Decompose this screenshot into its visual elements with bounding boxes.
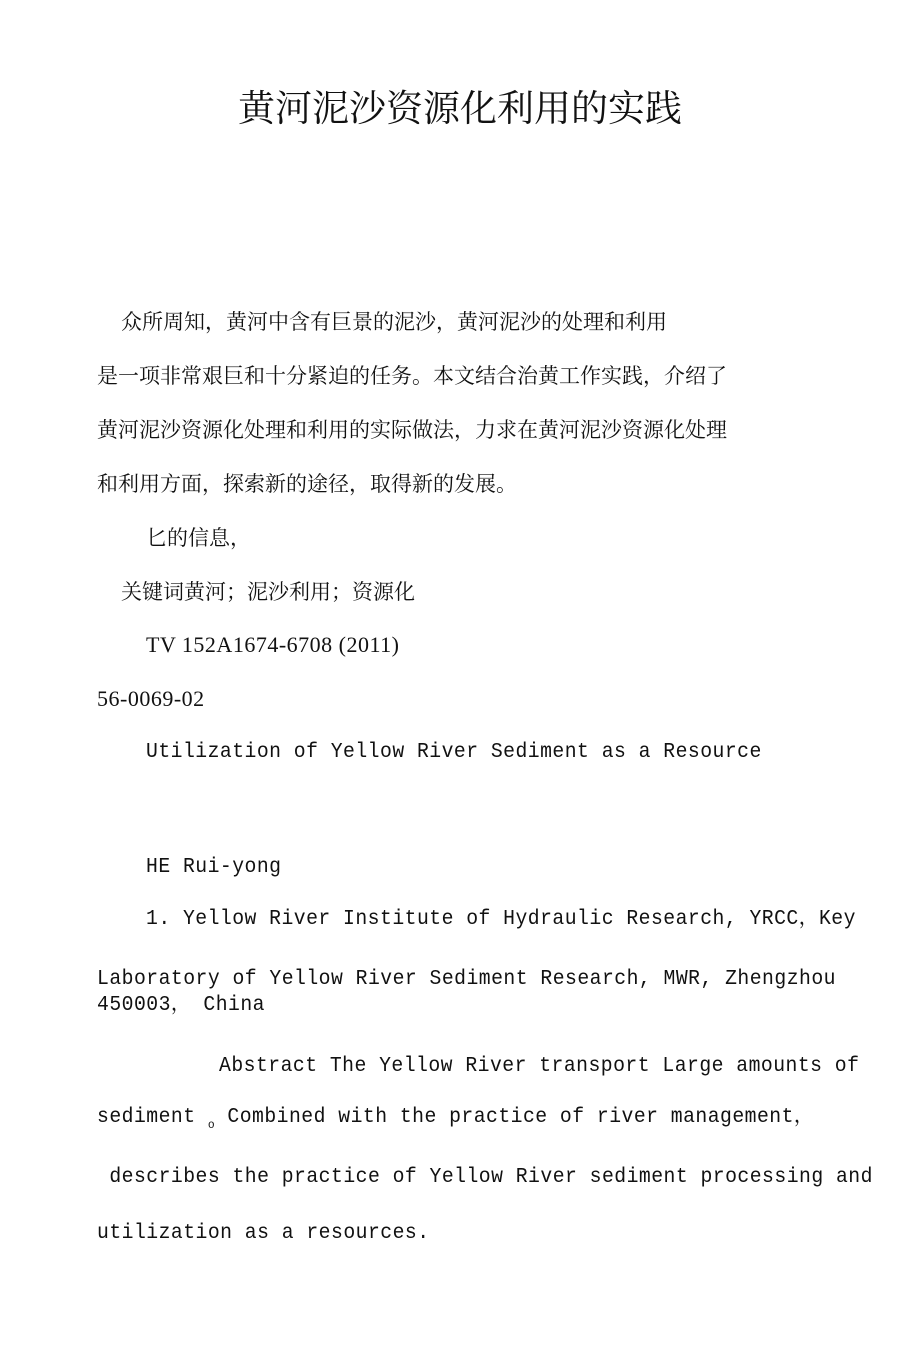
abstract-en-line-2-part-a: sediment <box>97 1106 208 1129</box>
abstract-en-line-4: utilization as a resources. <box>97 1222 430 1245</box>
affiliation-line-3: 450003， China <box>97 994 266 1017</box>
abstract-cn-line-4: 和利用方面，探索新的途径，取得新的发展。 <box>97 472 517 496</box>
classification-line: TV 152A1674-6708 (2011) <box>146 632 400 657</box>
english-title: Utilization of Yellow River Sediment as a Resource <box>146 741 762 764</box>
article-number: 56-0069-02 <box>97 686 205 711</box>
abstract-cn-line-2: 是一项非常艰巨和十分紧迫的任务。本文结合治黄工作实践，介绍了 <box>97 364 727 388</box>
affiliation-line-2: Laboratory of Yellow River Sediment Research, MWR, Zhengzhou <box>97 968 836 991</box>
abstract-en-line-2-part-b: Combined with the practice of river management， <box>215 1106 815 1129</box>
author-name: HE Rui-yong <box>146 856 282 879</box>
document-title: 黄河泥沙资源化利用的实践 <box>238 87 682 130</box>
abstract-en-line-1: Abstract The Yellow River transport Large amounts of <box>219 1055 860 1078</box>
affiliation-line-1: 1. Yellow River Institute of Hydraulic Research, YRCC，Key <box>146 908 856 931</box>
abstract-en-period-mark: o <box>207 1118 216 1132</box>
keywords-line: 关键词黄河；泥沙利用；资源化 <box>121 580 415 604</box>
abstract-en-line-3: describes the practice of Yellow River sediment processing and <box>97 1166 873 1189</box>
abstract-cn-line-3: 黄河泥沙资源化处理和利用的实际做法，力求在黄河泥沙资源化处理 <box>97 418 727 442</box>
abstract-en-line-2 <box>97 1107 814 1131</box>
abstract-cn-line-1: 众所周知，黄河中含有巨景的泥沙，黄河泥沙的处理和利用 <box>121 310 667 334</box>
info-line: 匕的信息， <box>146 526 251 550</box>
